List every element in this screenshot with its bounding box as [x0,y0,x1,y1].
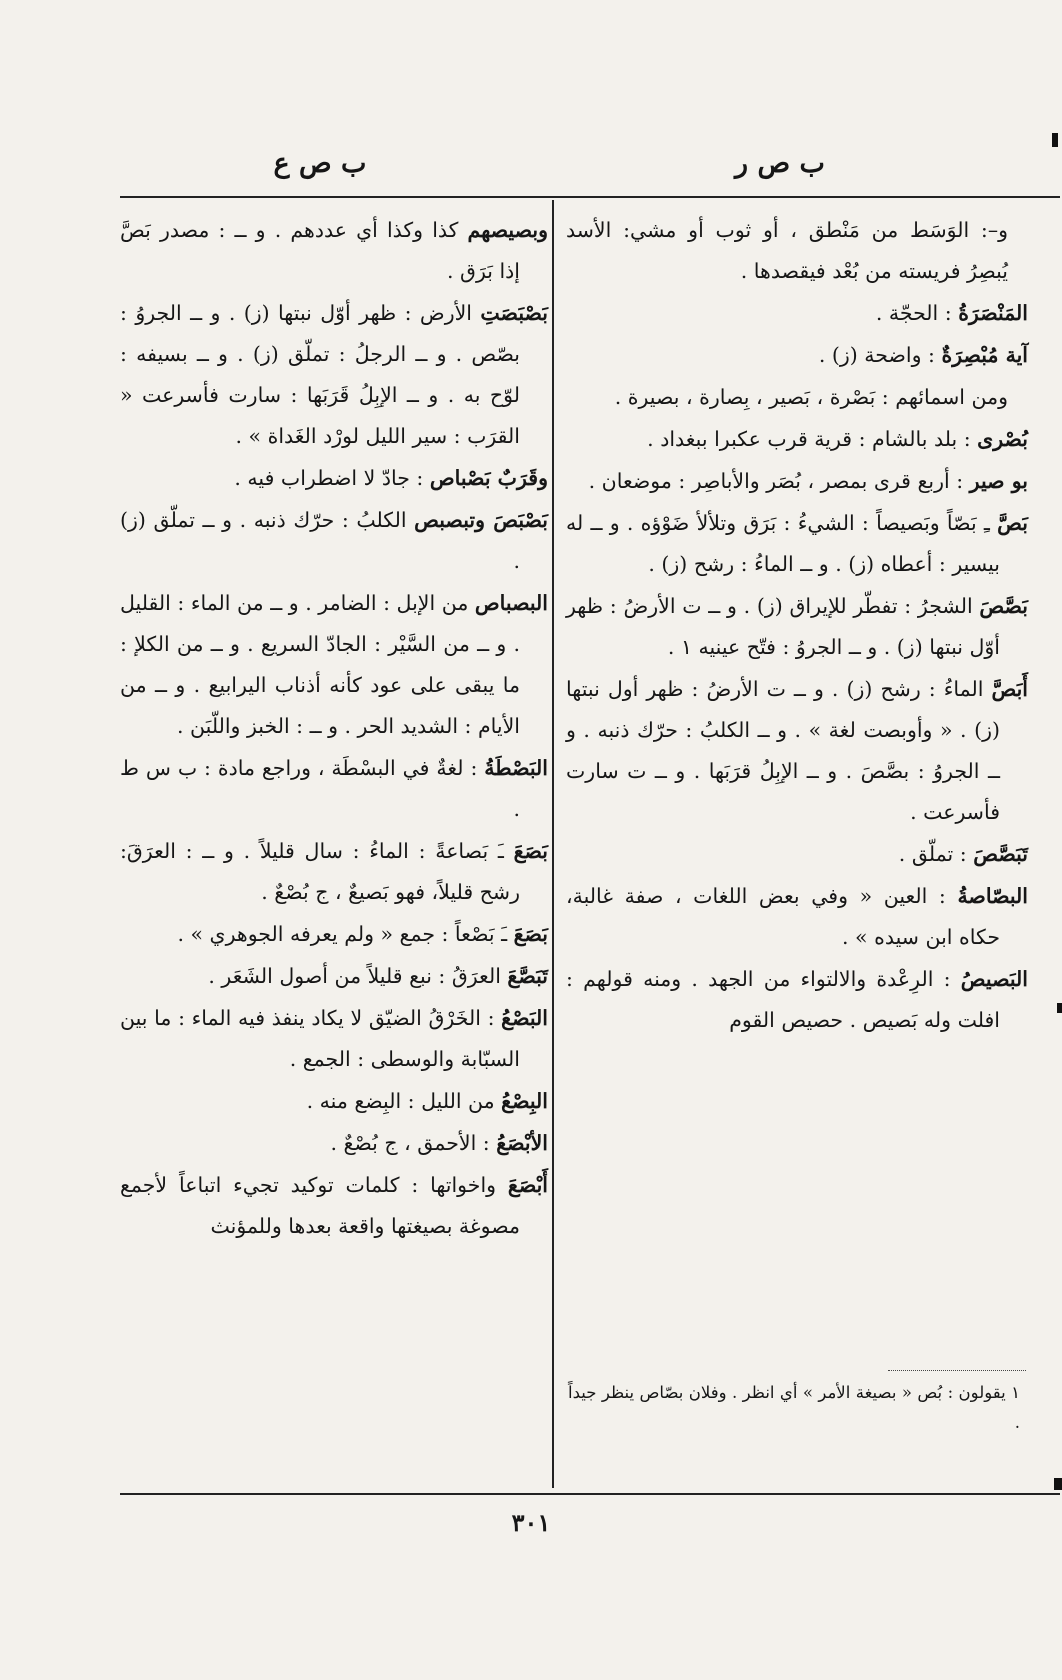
entry-headword: المَنْصَرَةُ [958,301,1028,325]
entry-definition: العرَقُ : نبع قليلاً من أصول الشَعَر . [208,964,508,988]
entry-definition: : العين « وفي بعض اللغات ، صفة غالبة، حكاه ابن سيده » . [566,884,1000,949]
entry-headword: بَصْبَصَ وتبصبص [414,508,548,532]
entry-headword: وبصيصهم [467,218,548,242]
right-column-header: ب ص ر [735,148,825,179]
entry-definition: الشجرُ : تفطّر للإيراق (ز) . و ــ ت الأرضُ : ظهر أوّل نبتها (ز) . و ــ الجروُ : فتّح عينيه ١ . [566,594,1000,659]
dictionary-entry [566,834,1028,875]
entry-definition: ـَ بَصاعةً : الماءُ : سال قليلاً . و ــ : العرَقَ: رشح قليلاً، فهو بَصيعٌ ، ج بُصْعٌ . [120,839,520,904]
entry-definition: الماءُ : رشح (ز) . و ــ ت الأرضُ : ظهر أول نبتها (ز) . « وأوبصت لغة » . و ــ الكلبُ : حرّك ذنبه . و ــ الجروُ : بصَّصَ . و ــ الإبِلُ قرَبَها . و ــ ت سارت فأسرعت . [566,677,1000,824]
dictionary-entry [566,293,1028,334]
dictionary-entry [566,959,1028,1041]
entry-definition: : الرِعْدة والالتواء من الجهد . ومنه قولهم : افلت وله بَصيص . حصيص القوم [566,967,1000,1032]
entry-headword: البَصْطَةُ [484,756,548,780]
entry-headword: بَصَّ [997,511,1028,535]
entry-headword: البَصيصُ [960,967,1028,991]
bottom-rule [120,1493,1060,1495]
dictionary-entry [120,998,548,1080]
dictionary-entry [120,210,548,292]
dictionary-entry [566,335,1028,376]
dictionary-entry [566,210,1028,292]
dictionary-entry [120,956,548,997]
dictionary-entry [120,748,548,830]
dictionary-entry [120,831,548,913]
entry-headword: بو صير [969,469,1028,493]
entry-definition: ـَ بَصْعاً : جمع « ولم يعرفه الجوهري » . [177,922,514,946]
scan-mark [1057,1003,1062,1013]
entry-definition: من الإبل : الضامر . و ــ من الماء : القليل . و ــ من السَّيْر : الجادّ السريع . و ــ من الكلإ : ما يبقى على عود كأنه أذناب اليرابيع . و ــ من الأيام : الشديد الحر . و ــ : الخبز واللّبَن . [120,591,520,738]
left-column [120,210,548,1248]
dictionary-entry [566,876,1028,958]
entry-headword: وقَرَبٌ بَصْباص [429,466,548,490]
entry-definition: كذا وكذا أي عددهم . و ــ : مصدر بَصَّ إذا بَرَق . [120,218,520,283]
entry-definition: ـِ بَصّاً وبَصيصاً : الشيءُ : بَرَق وتلألأ ضَوْؤه . و ــ له بيسير : أعطاه (ز) . و ــ الماءُ : رشح (ز) . [566,511,1000,576]
dictionary-entry [566,419,1028,460]
scan-mark [1054,1478,1062,1490]
entry-definition: واخواتها : كلمات توكيد تجيء اتباعاً لأجمع مصوغة بصيغتها واقعة بعدها وللمؤنث [120,1173,520,1238]
entry-definition: : الأحمق ، ج بُصْعٌ . [330,1131,497,1155]
dictionary-entry [120,500,548,582]
left-column-header: ب ص ع [273,148,367,179]
entry-headword: آية مُبْصِرَةٌ [941,343,1028,367]
entry-definition: الأرض : ظهر أوّل نبتها (ز) . و ــ الجروُ : بصّص . و ــ الرجلُ : تملّق (ز) . و ــ بسيفه : لوّح به . و ــ الإبِلُ قَرَبَها : سارت فأسرعت « القرَب : سير الليل لورْد الغَداة » . [120,301,520,448]
entry-definition: : جادّ لا اضطراب فيه . [234,466,430,490]
dictionary-entry [120,1081,548,1122]
dictionary-entry [120,583,548,747]
top-rule [120,196,1060,198]
entry-headword: تَبَصَّصَ [973,842,1028,866]
entry-definition: ومن اسمائهم : بَصْرة ، بَصير ، بِصارة ، بصيرة . [614,385,1008,409]
entry-definition: : تملّق . [898,842,974,866]
entry-headword: البصّاصةُ [957,884,1028,908]
dictionary-entry [120,293,548,457]
entry-headword: البِصْعُ [501,1089,548,1113]
entry-definition: : أربع قرى بمصر ، بُصَر والأباصِر : موضعان . [588,469,970,493]
entry-definition: الكلبُ : حرّك ذنبه . و ــ تملّق (ز) . [120,508,520,573]
entry-definition: و–: الوَسَط من مَنْطق ، أو ثوب أو مشي: الأسد يُبصِرُ فريسته من بُعْد فيقصدها . [566,218,1008,283]
entry-headword: بَصَّصَ [979,594,1028,618]
dictionary-entry [566,461,1028,502]
right-column [566,210,1028,1042]
scan-mark [1052,133,1058,147]
dictionary-entry [566,503,1028,585]
column-divider [552,200,554,1488]
entry-definition: : بلد بالشام : قرية قرب عكبرا ببغداد . [647,427,978,451]
entry-headword: البصباص [474,591,548,615]
entry-definition: : الحجّة . [875,301,959,325]
dictionary-entry [566,377,1028,418]
entry-headword: الأبْصَعُ [496,1131,548,1155]
dictionary-entry [566,586,1028,668]
entry-definition: : الخَرْقُ الضيّق لا يكاد ينفذ فيه الماء : ما بين السبّابة والوسطى : الجمع . [120,1006,520,1071]
footnote-rule [888,1370,1026,1371]
dictionary-entry [120,1165,548,1247]
entry-headword: بَصْبَصَتِ [480,301,548,325]
footnote: ١ يقولون : بُص « بصيغة الأمر » أي انظر . وفلان بصّاص ينظر جيداً . [568,1383,1020,1432]
entry-headword: أَبْصَعَ [507,1173,548,1197]
entry-definition: من الليل : البِضع منه . [306,1089,502,1113]
page-number: ٣٠١ [511,1508,551,1537]
dictionary-entry [120,1123,548,1164]
dictionary-entry [120,458,548,499]
entry-headword: بَصَعَ [513,839,548,863]
dictionary-entry [566,669,1028,833]
entry-headword: البَصْعُ [501,1006,548,1030]
dictionary-entry [120,914,548,955]
entry-headword: بُصْرى [977,427,1028,451]
entry-definition: : لغةٌ في البسْطَة ، وراجع مادة : ب س ط . [120,756,520,821]
entry-headword: أَبَصَّ [991,677,1028,701]
entry-headword: تَبَصَّعَ [507,964,548,988]
entry-definition: : واضحة (ز) . [818,343,942,367]
entry-headword: بَصَعَ [513,922,548,946]
